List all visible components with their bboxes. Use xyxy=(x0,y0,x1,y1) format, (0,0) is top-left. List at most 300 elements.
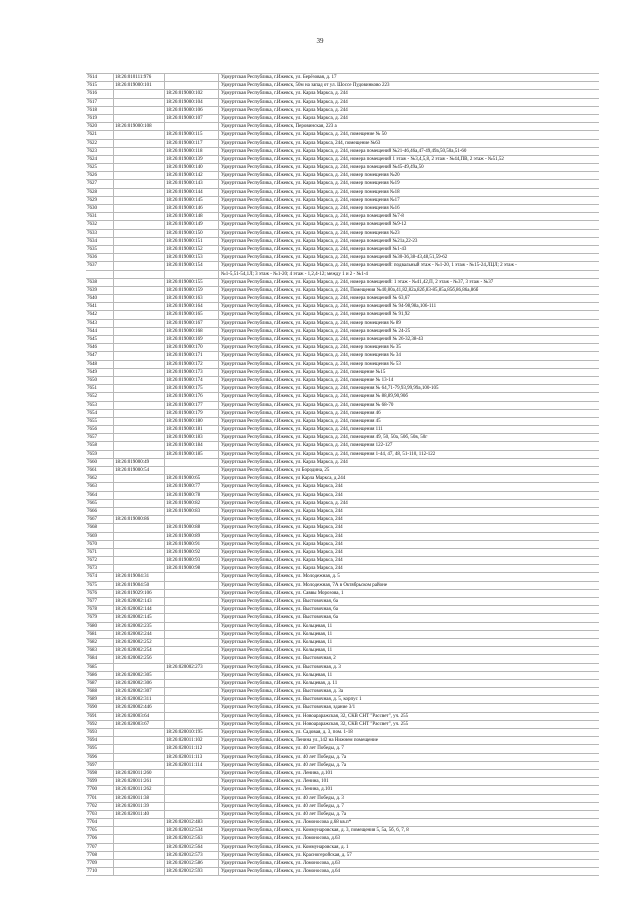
table-row xyxy=(86,99,599,107)
address-cell: Удмуртская Республика, г.Ижевск, ул. Кольцевая, 11 xyxy=(221,672,333,678)
cadastral-number-land xyxy=(114,492,165,499)
table-row xyxy=(86,336,599,344)
cadastral-number-building: 18:26:019000:180 xyxy=(165,418,219,425)
cadastral-number-land xyxy=(114,819,165,826)
cadastral-number-building xyxy=(165,467,219,474)
cadastral-number-building: 18:26:019000:107 xyxy=(165,115,219,122)
cadastral-number-land xyxy=(114,426,165,433)
table-row xyxy=(86,672,599,680)
table-row xyxy=(86,557,599,565)
table-row xyxy=(86,664,599,672)
row-number: 7677 xyxy=(86,598,114,605)
address-cell: Удмуртская Республика, г.Ижевск, 50м на запад от ул. Шоссе Пудовинково 223 xyxy=(221,83,390,89)
cadastral-number-building: 18:26:019000:152 xyxy=(165,246,219,253)
address-cell: Удмуртская Республика, г.Ижевск, ул. Карла Маркса, д. 244 xyxy=(221,500,348,506)
table-row xyxy=(86,115,599,123)
table-row xyxy=(86,745,599,753)
cadastral-number-building: 18:26:019000:153 xyxy=(165,254,219,261)
address-cell: Удмуртская Республика, г.Ижевск, ул. Карла Маркса, д. 244, помещение № 13-14 xyxy=(221,377,394,383)
address-cell: №1-5,51-54,1Л; 3 этаж - №1-20; 4 этаж - 1,2,4-12; между 1 и 2 - №1-4 xyxy=(221,271,368,277)
row-number: 7646 xyxy=(86,344,114,351)
cadastral-number-land xyxy=(114,745,165,752)
cadastral-number-land: 18:26:019004:50 xyxy=(114,582,165,589)
row-number: 7699 xyxy=(86,778,114,785)
address-cell: Удмуртская Республика, г.Ижевск, ул. Карла Маркса, д. 244, номер помещения № 89 xyxy=(221,320,401,326)
cadastral-number-land: 18:26:020002:235 xyxy=(114,623,165,630)
address-cell: Удмуртская Республика, г.Ижевск, ул. Карла Маркса, д. 244, номера помещений № 94-98,98а,106-111 xyxy=(221,304,437,310)
address-cell: Удмуртская Республика, г.Ижевск, ул. Карла Маркса, д. 244, помещение № 50 xyxy=(221,132,387,138)
cadastral-number-building: 18:26:019000:89 xyxy=(165,533,219,540)
property-table xyxy=(86,73,599,876)
cadastral-number-building: 18:26:019000:140 xyxy=(165,164,219,171)
address-cell: Удмуртская Республика, г.Ижевск, ул. Карла Маркса, д. 244 xyxy=(221,99,348,105)
address-cell: Удмуртская Республика, г.Ижевск, ул Бородина, 25 xyxy=(221,468,330,473)
cadastral-number-land xyxy=(114,295,165,302)
row-number: 7663 xyxy=(86,483,114,490)
cadastral-number-building: 18:26:019000:164 xyxy=(165,303,219,310)
address-cell: Удмуртская Республика, г.Ижевск, Перовинская, 223 а xyxy=(221,124,337,130)
table-row xyxy=(86,205,599,213)
cadastral-number-building: 18:26:019000:98 xyxy=(165,565,219,572)
table-row xyxy=(86,704,599,712)
cadastral-number-land xyxy=(114,164,165,171)
cadastral-number-building: 18:26:019000:151 xyxy=(165,238,219,245)
table-row xyxy=(86,352,599,360)
address-cell: Удмуртская Республика, г.Ижевск, ул. Кольцевая, 11 xyxy=(221,648,333,654)
cadastral-number-land: 18:26:020003:67 xyxy=(114,721,165,728)
cadastral-number-building xyxy=(165,639,219,646)
table-row xyxy=(86,156,599,164)
row-number: 7690 xyxy=(86,704,114,711)
address-cell: Удмуртская Республика, г.Ижевск, ул. Кольцевая, 11 xyxy=(221,631,333,637)
row-number: 7627 xyxy=(86,180,114,187)
row-number: 7632 xyxy=(86,221,114,228)
table-row xyxy=(86,754,599,762)
cadastral-number-land: 18:26:020002:305 xyxy=(114,672,165,679)
cadastral-number-building: 18:26:019000:175 xyxy=(165,385,219,392)
cadastral-number-land xyxy=(114,140,165,147)
row-number: 7660 xyxy=(86,459,114,466)
cadastral-number-building xyxy=(165,786,219,793)
table-row xyxy=(86,696,599,704)
cadastral-number-land xyxy=(114,336,165,343)
table-row xyxy=(86,459,599,467)
table-row xyxy=(86,230,599,238)
cadastral-number-building: 18:26:019000:168 xyxy=(165,328,219,335)
address-cell: Удмуртская Республика, г.Ижевск, ул. Карла Маркса, д. 244, номера помещений №21а,22-23 xyxy=(221,238,418,244)
cadastral-number-building: 18:26:020012:563 xyxy=(165,835,219,842)
cadastral-number-land: 18:26:020002:254 xyxy=(114,647,165,654)
cadastral-number-land: 18:26:020002:307 xyxy=(114,688,165,695)
cadastral-number-land xyxy=(114,279,165,286)
cadastral-number-land: 18:26:020011:39 xyxy=(114,803,165,810)
address-cell: Удмуртская Республика, г.Ижевск, ул. Карла Маркса, д. 244, Помещения №40,80а,41,82,82а,82б,83-85,85а,85б,86,86а,86б xyxy=(221,287,479,293)
row-number: 7641 xyxy=(86,303,114,310)
table-row xyxy=(86,434,599,442)
cadastral-number-land xyxy=(114,303,165,310)
cadastral-number-building: 18:26:019000:93 xyxy=(165,557,219,564)
row-number: 7629 xyxy=(86,197,114,204)
row-number: 7683 xyxy=(86,647,114,654)
address-cell: Удмуртская Республика, г.Ижевск, ул. Карла Маркса, д. 244, номера помещений: подвальный этаж - №1-20, 1 этаж - №15-24,ЛЦЛ; 2 этаж - xyxy=(221,263,517,269)
cadastral-number-building: 18:26:019000:174 xyxy=(165,377,219,384)
cadastral-number-land: 18:26:020002:311 xyxy=(114,696,165,703)
row-number: 7695 xyxy=(86,745,114,752)
table-row xyxy=(86,213,599,221)
cadastral-number-building: 18:26:019000:145 xyxy=(165,197,219,204)
cadastral-number-land xyxy=(114,99,165,106)
address-cell: Удмуртская Республика, г.Ижевск, ул. Карла Маркса, д. 244, номер помещения №20 xyxy=(221,173,400,179)
table-row xyxy=(86,582,599,590)
table-row xyxy=(86,639,599,647)
table-row xyxy=(86,541,599,549)
cadastral-number-land xyxy=(114,107,165,114)
table-row xyxy=(86,311,599,319)
row-number: 7625 xyxy=(86,164,114,171)
address-cell: Удмуртская Республика, г.Ижевск, ул. Карла Маркса, 244 xyxy=(221,566,343,572)
cadastral-number-land xyxy=(114,410,165,417)
address-cell: Удмуртская Республика, г.Ижевск, ул. Карла Маркса, д. 244 xyxy=(221,107,348,113)
cadastral-number-land xyxy=(114,230,165,237)
row-number: 7678 xyxy=(86,606,114,613)
cadastral-number-building: 18:26:020011:113 xyxy=(165,754,219,761)
cadastral-number-building xyxy=(165,123,219,130)
address-cell: Удмуртская Республика, г.Ижевск, ул. Карла Маркса, 244 xyxy=(221,558,343,564)
cadastral-number-land xyxy=(114,189,165,196)
cadastral-number-building: 18:26:019000:154 xyxy=(165,262,219,269)
address-cell: Удмуртская Республика, г.Ижевск, ул. 40 лет Победы, д. 3 xyxy=(221,795,344,801)
cadastral-number-land xyxy=(114,369,165,376)
table-row xyxy=(86,271,599,279)
cadastral-number-land xyxy=(114,524,165,531)
address-cell: Удмуртская Республика, г.Ижевск, ул. Карла Маркса, д. 244 xyxy=(221,459,348,465)
cadastral-number-land: 18:26:020011:40 xyxy=(114,811,165,818)
address-cell: Удмуртская Республика, г.Ижевск, ул. Выстовочная, 6а xyxy=(221,607,338,613)
address-cell: Удмуртская Республика, г.Ижевск, ул. Карла Маркса, д. 244, номер помещения №16 xyxy=(221,206,400,211)
cadastral-number-land xyxy=(114,475,165,482)
table-row xyxy=(86,795,599,803)
row-number: 7704 xyxy=(86,819,114,826)
cadastral-number-building xyxy=(165,811,219,818)
address-cell: Удмуртская Республика, г.Ижевск, ул. Карла Маркса, д. 244, помещения № 68-70 xyxy=(221,402,394,408)
cadastral-number-land xyxy=(114,205,165,212)
table-row xyxy=(86,844,599,852)
address-cell: Удмуртская Республика, г.Ижевск, ул. Карла Маркса, д. 244, номера помещений №1-43 xyxy=(221,246,407,252)
row-number: 7644 xyxy=(86,328,114,335)
address-cell: Удмуртская Республика, г.Ижевск, ул. Карла Маркса, д. 244, номера помещений №21-46,46а,47-49,49а,50,50а,51-60 xyxy=(221,148,467,154)
cadastral-number-building xyxy=(165,704,219,711)
cadastral-number-building xyxy=(165,82,219,89)
cadastral-number-land: 18:26:019000:49 xyxy=(114,459,165,466)
row-number: 7653 xyxy=(86,402,114,409)
table-row xyxy=(86,827,599,835)
cadastral-number-land xyxy=(114,500,165,507)
cadastral-number-land: 18:26:020002:256 xyxy=(114,655,165,662)
address-cell: Удмуртская Республика, г.Ижевск, ул. Выстовочная, 6а xyxy=(221,615,338,621)
cadastral-number-land xyxy=(114,287,165,294)
row-number: 7662 xyxy=(86,475,114,482)
cadastral-number-land xyxy=(114,213,165,220)
address-cell: Удмуртская Республика, г.Ижевск, ул. 40 лет Победы, д. 7а xyxy=(221,762,347,768)
address-cell: Удмуртская Республика, г.Ижевск, ул. Карла Маркса, 244 xyxy=(221,525,343,531)
cadastral-number-building: 18:26:019000:176 xyxy=(165,393,219,400)
row-number: 7687 xyxy=(86,680,114,687)
cadastral-number-building: 18:26:019000:170 xyxy=(165,344,219,351)
cadastral-number-building xyxy=(165,672,219,679)
row-number: 7696 xyxy=(86,754,114,761)
cadastral-number-building: 18:26:020002:273 xyxy=(165,664,219,671)
table-row xyxy=(86,721,599,729)
address-cell: Удмуртская Республика, г.Ижевск, ул. Карла Маркса, 244 xyxy=(221,533,343,539)
table-row xyxy=(86,868,599,876)
table-row xyxy=(86,803,599,811)
table-row xyxy=(86,254,599,262)
address-cell: Удмуртская Республика, г.Ижевск, ул. Карла Маркса, 244 xyxy=(221,541,343,547)
cadastral-number-building: 18:26:019000:185 xyxy=(165,451,219,458)
cadastral-number-building xyxy=(165,582,219,589)
cadastral-number-building: 18:26:020012:573 xyxy=(165,852,219,859)
cadastral-number-building xyxy=(165,721,219,728)
table-row xyxy=(86,164,599,172)
cadastral-number-land: 18:26:019000:54 xyxy=(114,467,165,474)
cadastral-number-land: 18:26:020011:262 xyxy=(114,786,165,793)
address-cell: Удмуртская Республика, г.Ижевск, ул. Карла Маркса, д. 244, помещение №15 xyxy=(221,369,386,375)
address-cell: Удмуртская Республика, г.Ижевск, ул. Ломоносова, д.64 xyxy=(221,869,340,875)
cadastral-number-building: 18:26:020011:114 xyxy=(165,762,219,769)
cadastral-number-land: 18:26:019029:106 xyxy=(114,590,165,597)
address-cell: Удмуртская Республика, г.Ижевск, ул. Ломоносова, д.63 xyxy=(221,836,340,842)
cadastral-number-building xyxy=(165,680,219,687)
table-row xyxy=(86,320,599,328)
cadastral-number-building xyxy=(165,614,219,621)
row-number: 7621 xyxy=(86,131,114,138)
address-cell: Удмуртская Республика, г.Ижевск, ул. Карла Маркса, 244 xyxy=(221,484,343,490)
row-number: 7692 xyxy=(86,721,114,728)
cadastral-number-land xyxy=(114,156,165,163)
table-row xyxy=(86,573,599,581)
address-cell: Удмуртская Республика, г.Ижевск, ул. Карла Маркса, д. 244 xyxy=(221,115,348,121)
address-cell: Удмуртская Республика, г.Ижевск, ул. Карла Маркса, д. 244, номера помещений 1 этаж - №3,4,5,8, 2 этаж - №44,ПВ, 2 этаж - №51,52 xyxy=(221,156,504,162)
cadastral-number-building xyxy=(165,598,219,605)
cadastral-number-building: 18:26:020011:102 xyxy=(165,737,219,744)
row-number: 7697 xyxy=(86,762,114,769)
cadastral-number-land: 18:26:020002:144 xyxy=(114,606,165,613)
cadastral-number-building: 18:26:019000:83 xyxy=(165,508,219,515)
address-cell: Удмуртская Республика, г.Ижевск, ул. Карла Маркса, д. 244, номера помещений № 26-32,38-43 xyxy=(221,337,424,342)
cadastral-number-land: 18:26:019004:31 xyxy=(114,573,165,580)
table-row xyxy=(86,729,599,737)
row-number: 7631 xyxy=(86,213,114,220)
address-cell: Удмуртская Республика, г.Ижевск, ул. Карла Маркса, д. 244, помещения № 64,71-79,93,99,99а,100-105 xyxy=(221,386,439,392)
cadastral-number-building xyxy=(165,795,219,802)
row-number: 7688 xyxy=(86,688,114,695)
table-row xyxy=(86,467,599,475)
cadastral-number-building: 18:26:019000:65 xyxy=(165,475,219,482)
table-row xyxy=(86,852,599,860)
cadastral-number-land xyxy=(114,271,165,278)
address-cell: Удмуртская Республика, г.Ижевск, ул. Ломоносова, д.63 xyxy=(221,861,340,866)
cadastral-number-building: 18:26:020012:483 xyxy=(165,819,219,826)
address-cell: Удмуртская Республика, г.Ижевск, ул. Карла Маркса, д. 244, номера помещений №45-49,49а,50 xyxy=(221,165,424,171)
cadastral-number-building: 18:26:019000:159 xyxy=(165,287,219,294)
cadastral-number-building: 18:26:019000:148 xyxy=(165,213,219,220)
table-row xyxy=(86,221,599,229)
row-number: 7655 xyxy=(86,418,114,425)
cadastral-number-building xyxy=(165,631,219,638)
table-row xyxy=(86,590,599,598)
row-number: 7658 xyxy=(86,442,114,449)
cadastral-number-land xyxy=(114,328,165,335)
table-row xyxy=(86,385,599,393)
cadastral-number-building: 18:26:019000:118 xyxy=(165,148,219,155)
cadastral-number-land: 18:26:019000:108 xyxy=(114,123,165,130)
table-row xyxy=(86,328,599,336)
address-cell: Удмуртская Республика, г.Ижевск, ул. Карла Маркса, 244 xyxy=(221,549,343,555)
row-number: 7616 xyxy=(86,90,114,97)
cadastral-number-land xyxy=(114,238,165,245)
address-cell: Удмуртская Республика, г.Ижевск, ул. Карла Маркса, д. 244, номера помещений № 24-25 xyxy=(221,328,411,334)
address-cell: Удмуртская Республика, г.Ижевск, ул. Ленина, 101 xyxy=(221,779,329,785)
cadastral-number-land xyxy=(114,180,165,187)
cadastral-number-land xyxy=(114,442,165,449)
row-number: 7682 xyxy=(86,639,114,646)
table-row xyxy=(86,73,599,82)
row-number: 7700 xyxy=(86,786,114,793)
cadastral-number-land xyxy=(114,246,165,253)
cadastral-number-building xyxy=(165,647,219,654)
address-cell: Удмуртская Республика, г.Ижевск, ул. Молодежная, 7А в Октябрьском районе xyxy=(221,582,388,588)
address-cell: Удмуртская Республика, г.Ижевск, ул. Новоараражская, 32, СКВ СНТ "Рассвет", уч. 255 xyxy=(221,713,409,719)
row-number: 7702 xyxy=(86,803,114,810)
cadastral-number-building xyxy=(165,459,219,466)
address-cell: Удмуртская Республика, г.Ижевск, ул. Карла Маркса, д. 244, номер помещения №18 xyxy=(221,189,400,195)
cadastral-number-building: 18:26:019000:177 xyxy=(165,402,219,409)
address-cell: Удмуртская Республика, г.Ижевск, ул. Карла Маркса, д. 244, номера помещений №9-12 xyxy=(221,222,407,228)
table-row xyxy=(86,377,599,385)
table-row xyxy=(86,82,599,90)
row-number: 7680 xyxy=(86,623,114,630)
cadastral-number-land xyxy=(114,90,165,97)
cadastral-number-land xyxy=(114,852,165,859)
table-row xyxy=(86,688,599,696)
cadastral-number-land xyxy=(114,148,165,155)
row-number: 7628 xyxy=(86,189,114,196)
table-row xyxy=(86,246,599,254)
row-number: 7620 xyxy=(86,123,114,130)
cadastral-number-building: 18:26:019000:115 xyxy=(165,131,219,138)
cadastral-number-land xyxy=(114,835,165,842)
table-row xyxy=(86,631,599,639)
cadastral-number-land xyxy=(114,254,165,261)
row-number: 7705 xyxy=(86,827,114,834)
table-row xyxy=(86,426,599,434)
table-row xyxy=(86,770,599,778)
row-number: 7650 xyxy=(86,377,114,384)
cadastral-number-building: 18:26:019000:171 xyxy=(165,352,219,359)
address-cell: Удмуртская Республика, г.Ижевск, ул. Выстовочная, 6а xyxy=(221,599,338,604)
cadastral-number-building: 18:26:019000:144 xyxy=(165,189,219,196)
cadastral-number-building: 18:26:020012:586 xyxy=(165,860,219,867)
table-row xyxy=(86,598,599,606)
cadastral-number-building: 18:26:019000:184 xyxy=(165,442,219,449)
row-number: 7615 xyxy=(86,82,114,89)
row-number: 7638 xyxy=(86,279,114,286)
cadastral-number-land xyxy=(114,352,165,359)
row-number: 7630 xyxy=(86,205,114,212)
row-number: 7654 xyxy=(86,410,114,417)
table-row xyxy=(86,713,599,721)
cadastral-number-building: 18:26:019000:77 xyxy=(165,483,219,490)
cadastral-number-building: 18:26:019000:92 xyxy=(165,549,219,556)
cadastral-number-land xyxy=(114,418,165,425)
cadastral-number-building xyxy=(165,606,219,613)
cadastral-number-land: 18:26:020002:244 xyxy=(114,631,165,638)
address-cell: Удмуртская Республика, г.Ижевск, ул. Карла Маркса, 244, помещение №63 xyxy=(221,140,381,146)
address-cell: Удмуртская Республика, г.Ижевск, ул. Карла Маркса, 244 xyxy=(221,492,343,498)
row-number: 7706 xyxy=(86,835,114,842)
table-row xyxy=(86,262,599,270)
cadastral-number-land xyxy=(114,860,165,867)
address-cell: Удмуртская Республика, г.Ижевск, ул. Карла Маркса, д. 244, номер помещения № 53 xyxy=(221,361,401,367)
address-cell: Удмуртская Республика, г.Ижевск, ул. Карла Маркса, д. 244, помещения 46 xyxy=(221,410,381,416)
cadastral-number-building xyxy=(165,713,219,720)
table-row xyxy=(86,778,599,786)
row-number: 7640 xyxy=(86,295,114,302)
cadastral-number-building xyxy=(165,623,219,630)
row-number: 7689 xyxy=(86,696,114,703)
address-cell: Удмуртская Республика, г.Ижевск, ул. Карла Маркса, д. 244 xyxy=(221,91,348,97)
cadastral-number-building: 18:26:020011:112 xyxy=(165,745,219,752)
cadastral-number-building: 18:26:019000:179 xyxy=(165,410,219,417)
cadastral-number-building: 18:26:019000:181 xyxy=(165,426,219,433)
table-row xyxy=(86,500,599,508)
cadastral-number-building: 18:26:019000:163 xyxy=(165,295,219,302)
table-row xyxy=(86,614,599,622)
row-number: 7656 xyxy=(86,426,114,433)
table-row xyxy=(86,524,599,532)
cadastral-number-land xyxy=(114,320,165,327)
table-row xyxy=(86,680,599,688)
table-row xyxy=(86,819,599,827)
address-cell: Удмуртская Республика, г.Ижевск, ул. 40 лет Победы, д. 7 xyxy=(221,803,344,809)
row-number: 7694 xyxy=(86,737,114,744)
row-number: 7623 xyxy=(86,148,114,155)
address-cell: Удмуртская Республика, г.Ижевск, ул. Карла Маркса, д. 244, номера помещений №7-8 xyxy=(221,214,404,220)
table-row xyxy=(86,623,599,631)
cadastral-number-land: 18:26:020011:38 xyxy=(114,795,165,802)
row-number: 7701 xyxy=(86,795,114,802)
row-number: 7642 xyxy=(86,311,114,318)
address-cell: Удмуртская Республика, г.Ижевск, ул. Карла Маркса, д. 244, помещения 122-127 xyxy=(221,443,393,449)
cadastral-number-building: 18:26:019000:167 xyxy=(165,320,219,327)
address-cell: Удмуртская Республика, г.Ижевск, ул. Молодежная, д. 5 xyxy=(221,574,340,580)
table-row xyxy=(86,533,599,541)
address-cell: Удмуртская Республика, г.Ижевск, ул. Ленина, д.101 xyxy=(221,787,333,793)
row-number: 7671 xyxy=(86,549,114,556)
row-number: 7622 xyxy=(86,140,114,147)
row-number: 7709 xyxy=(86,860,114,867)
address-cell: Удмуртская Республика, г.Ижевск, ул. Карла Маркса, д. 244, номера помещений №30-36,38-43,48,51,59-62 xyxy=(221,255,448,261)
address-cell: Удмуртская Республика, г.Ижевск, ул. Карла Маркса, д. 244, номер помещения № 35 xyxy=(221,345,401,351)
table-row xyxy=(86,451,599,459)
cadastral-number-building: 18:26:019000:172 xyxy=(165,361,219,368)
cadastral-number-building: 18:26:019000:173 xyxy=(165,369,219,376)
cadastral-number-land xyxy=(114,385,165,392)
table-row xyxy=(86,238,599,246)
row-number: 7635 xyxy=(86,246,114,253)
address-cell: Удмуртская Республика, г.Ижевск, ул. Карла Маркса, д. 244, помещения 1-44, 47, 48, 51-110, 112-122 xyxy=(221,451,436,457)
row-number: 7659 xyxy=(86,451,114,458)
